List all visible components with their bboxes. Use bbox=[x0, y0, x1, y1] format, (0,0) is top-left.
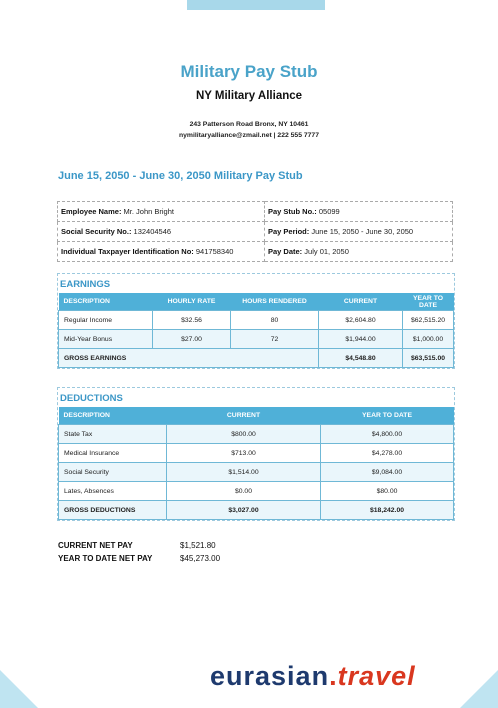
table-row: Regular Income $32.56 80 $2,604.80 $62,515.20 bbox=[59, 311, 454, 330]
table-row: Social Security $1,514.00 $9,084.00 bbox=[59, 463, 454, 482]
corner-decoration-left bbox=[0, 670, 38, 708]
column-header: HOURLY RATE bbox=[153, 293, 231, 311]
watermark-logo: eurasian.travel bbox=[210, 661, 416, 691]
deductions-title: DEDUCTIONS bbox=[60, 393, 123, 404]
table-row: Lates, Absences $0.00 $80.00 bbox=[59, 482, 454, 501]
ytd-net-pay: YEAR TO DATE NET PAY $45,273.00 bbox=[58, 554, 221, 563]
column-header: CURRENT bbox=[167, 407, 321, 425]
column-header: HOURS RENDERED bbox=[231, 293, 319, 311]
table-row: Medical Insurance $713.00 $4,278.00 bbox=[59, 444, 454, 463]
organization-name: NY Military Alliance bbox=[195, 90, 303, 102]
itin-cell: Individual Taxpayer Identification No: 941758340 bbox=[58, 242, 265, 262]
deductions-table bbox=[58, 407, 454, 520]
pay-date-cell: Pay Date: July 01, 2050 bbox=[265, 242, 453, 262]
employee-name-cell: Employee Name: Mr. John Bright bbox=[58, 202, 265, 222]
deductions-section bbox=[57, 387, 455, 521]
earnings-section bbox=[57, 273, 455, 369]
table-row: State Tax $800.00 $4,800.00 bbox=[59, 425, 454, 444]
ssn-cell: Social Security No.: 132404546 bbox=[58, 222, 265, 242]
earnings-title: EARNINGS bbox=[60, 279, 111, 290]
gross-deductions-row: GROSS DEDUCTIONS $3,027.00 $18,242.00 bbox=[59, 501, 454, 520]
document-title: Military Pay Stub bbox=[180, 62, 318, 81]
top-accent-bar bbox=[187, 0, 325, 10]
current-net-pay: CURRENT NET PAY $1,521.80 bbox=[58, 541, 216, 550]
stub-no-cell: Pay Stub No.: 05099 bbox=[265, 202, 453, 222]
organization-address: 243 Patterson Road Bronx, NY 10461 bbox=[189, 121, 309, 128]
column-header: DESCRIPTION bbox=[59, 293, 153, 311]
column-header: DESCRIPTION bbox=[59, 407, 167, 425]
corner-decoration-right bbox=[460, 670, 498, 708]
table-row: Mid-Year Bonus $27.00 72 $1,944.00 $1,000.00 bbox=[59, 330, 454, 349]
column-header: YEAR TO DATE bbox=[321, 407, 454, 425]
organization-contact: nymilitaryalliance@zmail.net | 222 555 7777 bbox=[178, 132, 319, 139]
employee-info-table bbox=[57, 201, 453, 262]
column-header: YEAR TO DATE bbox=[403, 293, 454, 311]
gross-earnings-row: GROSS EARNINGS $4,548.80 $63,515.00 bbox=[59, 349, 454, 368]
column-header: CURRENT bbox=[319, 293, 403, 311]
pay-period-cell: Pay Period: June 15, 2050 - June 30, 2050 bbox=[265, 222, 453, 242]
pay-period-heading: June 15, 2050 - June 30, 2050 Military Pay Stub bbox=[58, 170, 303, 182]
earnings-table bbox=[58, 293, 454, 368]
